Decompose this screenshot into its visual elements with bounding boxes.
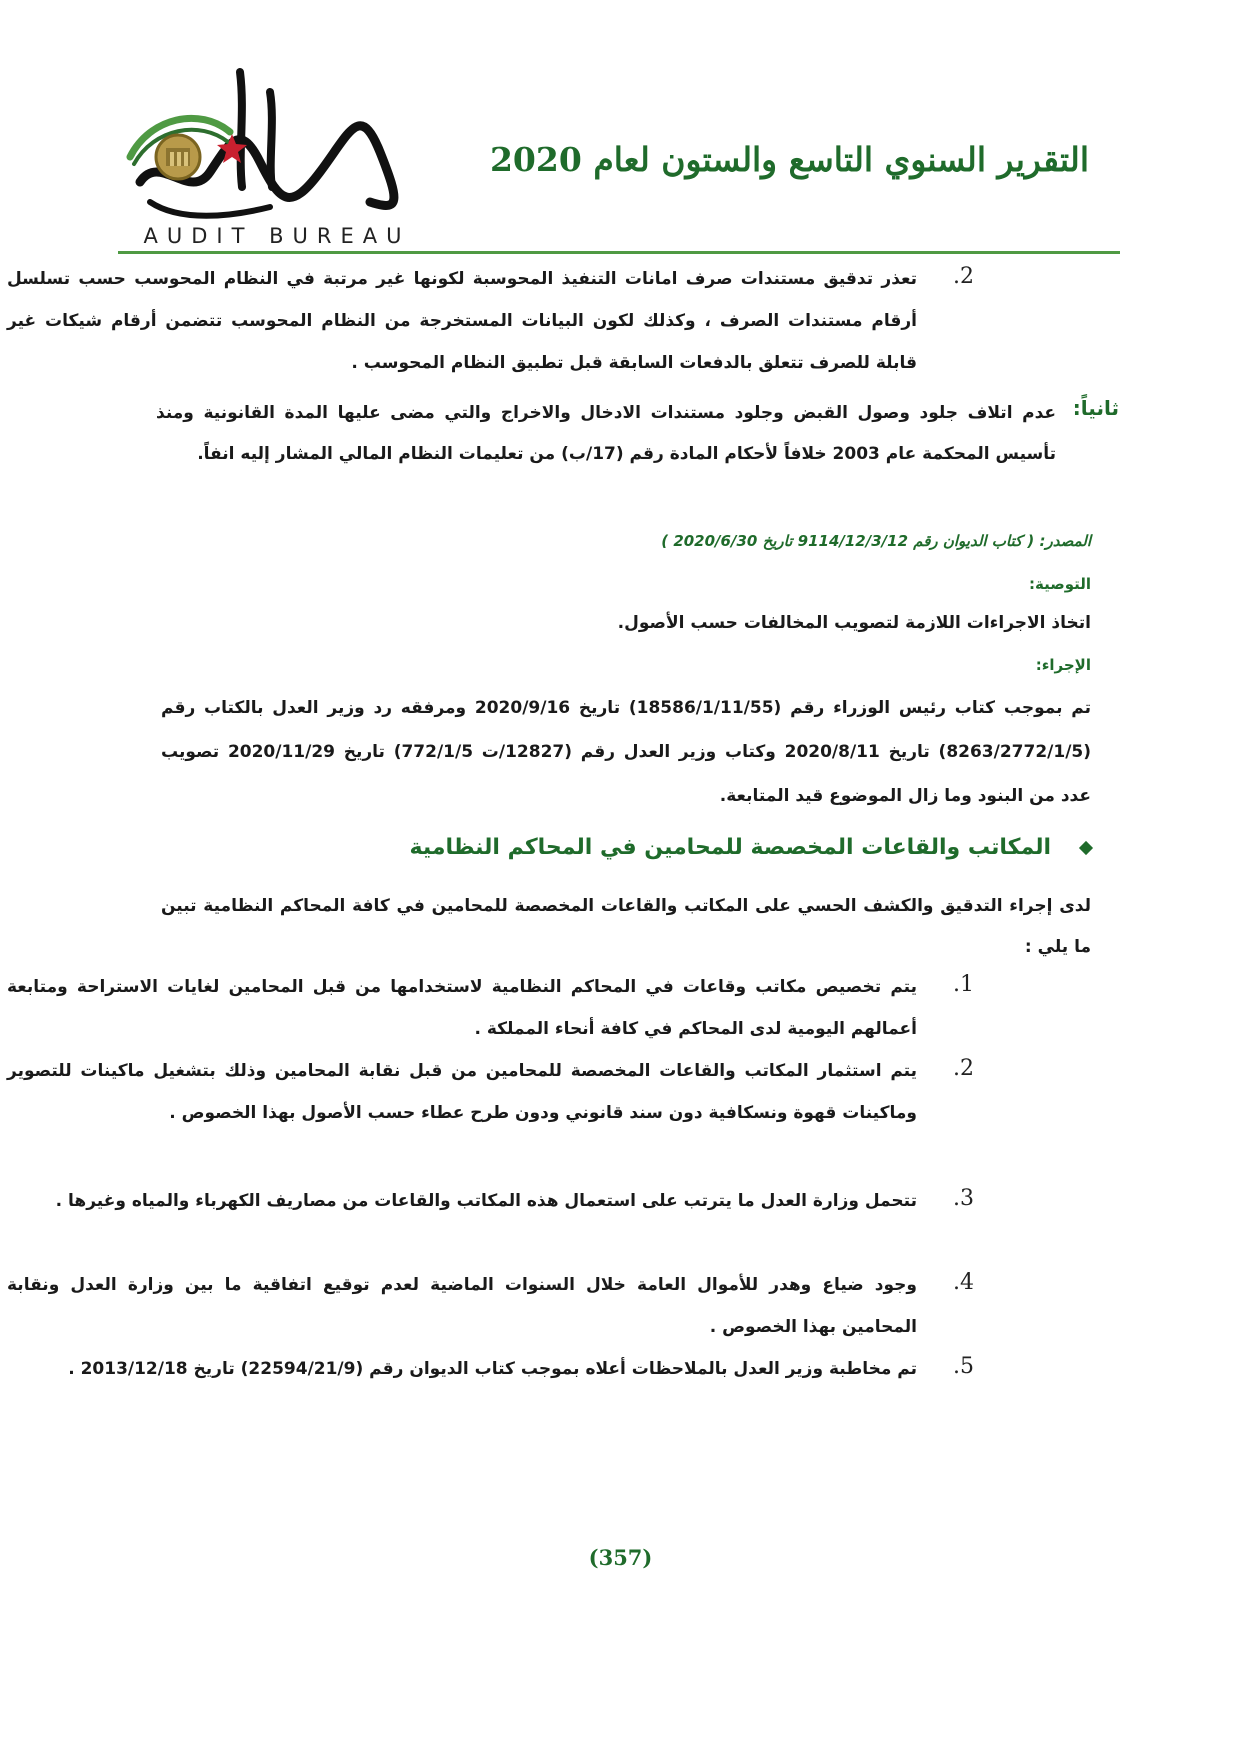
source-reference: المصدر: ( كتاب الديوان رقم 9114/12/3/12 تاريخ 2020/6/30 ) xyxy=(661,532,1091,550)
item-text: تعذر تدقيق مستندات صرف امانات التنفيذ المحوسبة لكونها غير مرتبة في النظام المحوسب حسب تسلسل أرقام مستندات الصرف ، وكذلك لكون البيانات المستخرجة من النظام المحوسب تتضمن أرقام شيكات غير قابلة للصرف تتعلق بالدفعات السابقة قبل تطبيق النظام المحوسب . xyxy=(7,269,917,373)
second-paragraph: عدم اتلاف جلود وصول القبض وجلود مستندات الادخال والاخراج والتي مضى عليها المدة القانونية ومنذ تأسيس المحكمة عام 2003 خلافاً لأحكام المادة رقم (17/ب) من تعليمات النظام المالي المشار إليه انفاً. xyxy=(156,403,1056,464)
report-title: التقرير السنوي التاسع والستون لعام 2020 xyxy=(489,140,1089,179)
item-text: يتم تخصيص مكاتب وقاعات في المحاكم النظامية لاستخدامها من قبل المحامين لغايات الاستراحة ومتابعة أعمالهم اليومية لدى المحاكم في كافة أنحاء المملكة . xyxy=(7,977,917,1039)
recommendation-text: اتخاذ الاجراءات اللازمة لتصويب المخالفات حسب الأصول. xyxy=(617,613,1091,633)
section-heading xyxy=(410,835,1091,860)
diamond-bullet-icon xyxy=(1079,841,1093,855)
section-intro: لدى إجراء التدقيق والكشف الحسي على المكاتب والقاعات المخصصة للمحامين في كافة المحاكم النظامية تبين ما يلي : xyxy=(161,896,1091,957)
action-text: تم بموجب كتاب رئيس الوزراء رقم (18586/1/11/55) تاريخ 2020/9/16 ومرفقه رد وزير العدل بالكتاب رقم (8263/2772/1/5) تاريخ 2020/8/11 وكتاب وزير العدل رقم (12827/ت 772/1/5) تاريخ 2020/11/29 تصويب عدد من البنود وما زال الموضوع قيد المتابعة. xyxy=(161,698,1092,806)
item-text: تتحمل وزارة العدل ما يترتب على استعمال هذه المكاتب والقاعات من مصاريف الكهرباء والمياه وغيرها . xyxy=(55,1191,917,1211)
header-divider xyxy=(118,251,1120,254)
logo-latin-text: AUDIT BUREAU xyxy=(143,224,411,248)
action-heading: الإجراء: xyxy=(1035,656,1091,674)
item-text: يتم استثمار المكاتب والقاعات المخصصة للمحامين من قبل نقابة المحامين وذلك بتشغيل ماكينات للتصوير وماكينات قهوة ونسكافية دون سند قانوني ودون طرح عطاء حسب الأصول بهذا الخصوص . xyxy=(7,1061,917,1123)
page-number: (357) xyxy=(588,1545,653,1570)
item-number: .5 xyxy=(953,1354,974,1379)
audit-bureau-logo xyxy=(120,62,420,252)
item-number: .1 xyxy=(953,972,974,997)
second-label: ثانياً: xyxy=(1072,396,1119,420)
section-heading-text: المكاتب والقاعات المخصصة للمحامين في المحاكم النظامية xyxy=(409,835,1051,860)
item-number: .2 xyxy=(953,264,974,289)
item-number: .4 xyxy=(953,1270,974,1295)
item-number: .3 xyxy=(953,1186,974,1211)
item-text: تم مخاطبة وزير العدل بالملاحظات أعلاه بموجب كتاب الديوان رقم (22594/21/9) تاريخ 2013/12/18 . xyxy=(68,1359,917,1379)
logo-emblem-icon xyxy=(120,62,420,232)
item-number: .2 xyxy=(953,1056,974,1081)
item-text: وجود ضياع وهدر للأموال العامة خلال السنوات الماضية لعدم توقيع اتفاقية ما بين وزارة العدل ونقابة المحامين بهذا الخصوص . xyxy=(7,1275,917,1337)
recommendation-heading: التوصية: xyxy=(1028,575,1091,593)
